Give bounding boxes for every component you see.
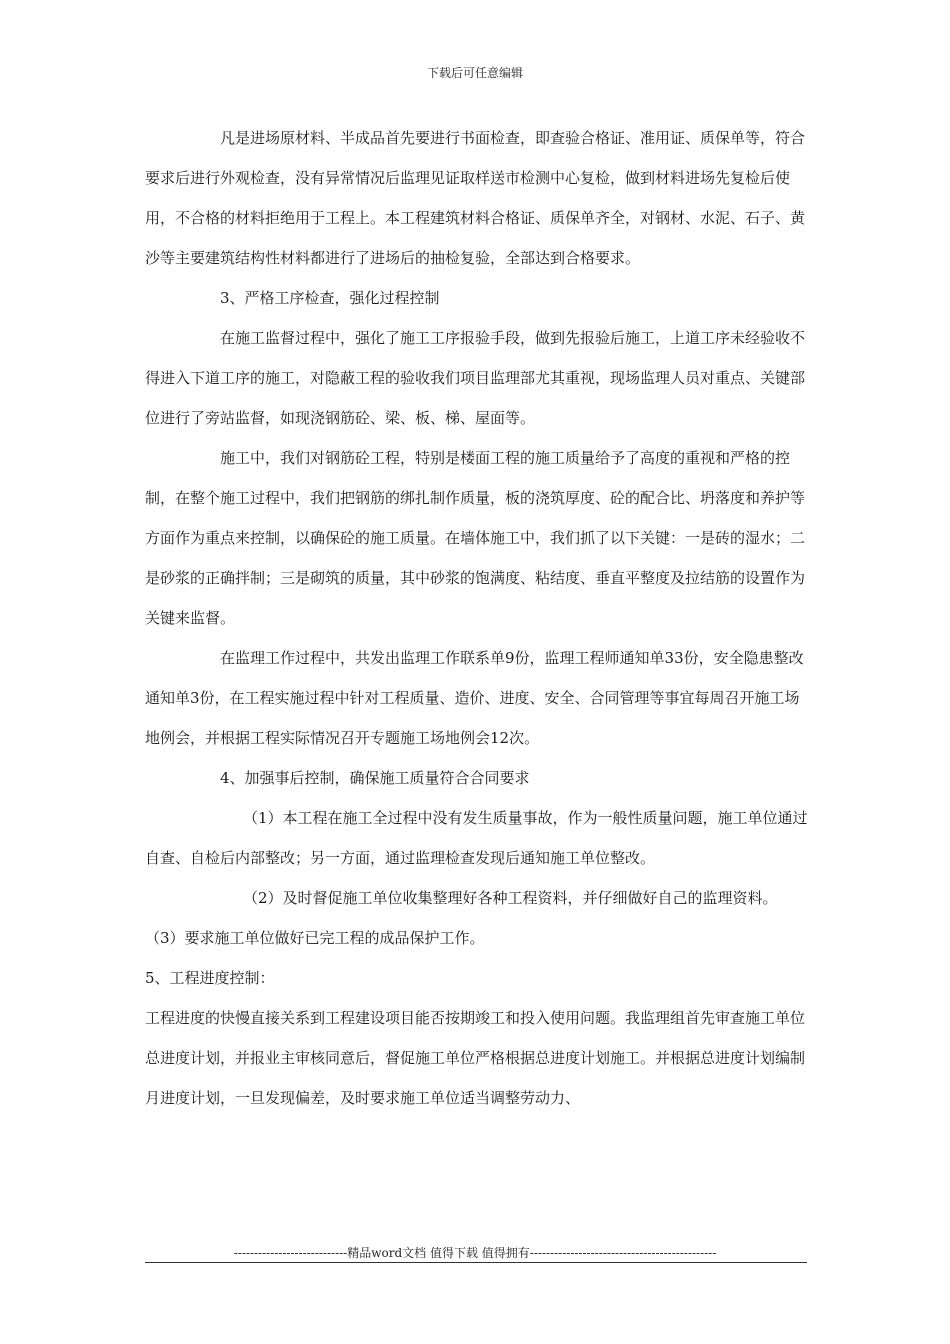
list-item-1: （1）本工程在施工全过程中没有发生质量事故，作为一般性质量问题，施工单位通过自查、自检后内部整改；另一方面，通过监理检查发现后通知施工单位整改。 [145,809,808,867]
paragraph-concrete-masonry-control: 施工中，我们对钢筋砼工程，特别是楼面工程的施工质量给予了高度的重视和严格的控制，在整个施工过程中，我们把钢筋的绑扎制作质量，板的浇筑厚度、砼的配合比、坍落度和养护等方面作为重点来控制，以确保砼的施工质量。在墙体施工中，我们抓了以下关键：一是砖的湿水；二是砂浆的正确拌制；三是砌筑的质量，其中砂浆的饱满度、粘结度、垂直平整度及拉结筋的设置作为关键来监督。 [145,449,806,627]
section-heading-process-control: 3、严格工序检查，强化过程控制 [220,289,440,307]
paragraph-materials-inspection: 凡是进场原材料、半成品首先要进行书面检查，即查验合格证、准用证、质保单等，符合要求后进行外观检查，没有异常情况后监理见证取样送市检测中心复检，做到材料进场先复检后使用，不合格的材料拒绝用于工程上。本工程建筑材料合格证、质保单齐全，对钢材、水泥、石子、黄沙等主要建筑结构性材料都进行了进场后的抽检复验，全部达到合格要求。 [145,129,806,267]
paragraph-schedule-control: 工程进度的快慢直接关系到工程建设项目能否按期竣工和投入使用问题。我监理组首先审查施工单位总进度计划，并报业主审核同意后，督促施工单位严格根据总进度计划施工。并根据总进度计划编制月进度计划，一旦发现偏差，及时要求施工单位适当调整劳动力、 [145,1009,806,1107]
section-heading-post-control: 4、加强事后控制，确保施工质量符合合同要求 [220,769,530,787]
paragraph-supervision-notices: 在监理工作过程中，共发出监理工作联系单9份，监理工程师通知单33份，安全隐患整改通知单3份，在工程实施过程中针对工程质量、造价、进度、安全、合同管理等事宜每周召开施工场地例会，并根据工程实际情况召开专题施工场地例会12次。 [145,649,804,747]
list-item-2: （2）及时督促施工单位收集整理好各种工程资料，并仔细做好自己的监理资料。 [243,889,778,907]
paragraph-process-supervision: 在施工监督过程中，强化了施工工序报验手段，做到先报验后施工，上道工序未经验收不得进入下道工序的施工，对隐蔽工程的验收我们项目监理部尤其重视，现场监理人员对重点、关键部位进行了旁站监督，如现浇钢筋砼、梁、板、梯、屋面等。 [145,329,806,427]
list-item-3: （3）要求施工单位做好已完工程的成品保护工作。 [145,929,485,947]
page-footer: ----------------------------精品word文档 值得下载 值得拥有---------------------------------------------- [233,1246,717,1260]
section-heading-schedule-control: 5、工程进度控制： [145,969,275,987]
page-header: 下载后可任意编辑 [426,66,523,80]
footer-divider [145,1262,807,1263]
document-body [145,118,809,1118]
